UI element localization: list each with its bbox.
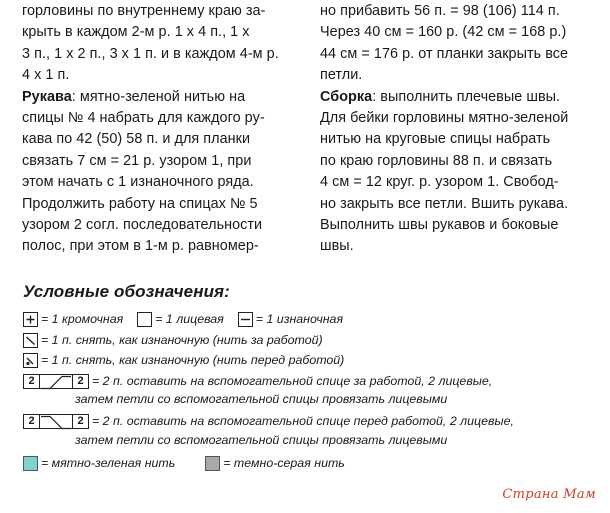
cable-back-label-cont: затем петли со вспомогательной спицы провязать лицевыми [75, 392, 448, 406]
assembly-paragraph-start [320, 87, 590, 108]
text-line: полос, при этом в 1-м р. равномер- [22, 238, 259, 255]
cable-front-right-count: 2 [72, 414, 89, 429]
cable-front-label: = 2 п. оставить на вспомогательной спице перед работой, 2 лицевые, [92, 414, 514, 428]
slip-back-icon [23, 333, 38, 348]
text-line: 44 см = 176 р. от планки закрыть все [320, 45, 569, 62]
legend-row-colors [23, 453, 345, 473]
text-line: Продолжить работу на спицах № 5 [22, 195, 258, 212]
purl-stitch-label: = 1 изнаночная [255, 312, 344, 326]
dark-gray-swatch [205, 456, 220, 471]
slip-back-label: = 1 п. снять, как изнаночную (нить за работой) [41, 333, 323, 347]
sleeves-intro: : мятно-зеленой нитью на [71, 88, 246, 105]
cable-cross-mark [40, 414, 72, 429]
legend-row-cable-front [23, 411, 514, 431]
text-line: этом начать с 1 изнаночного ряда. [22, 174, 254, 191]
watermark: Страна Мам [502, 487, 596, 502]
cable-back-right-count: 2 [72, 374, 89, 389]
text-line: крыть в каждом 2-м р. 1 х 4 п., 1 х [22, 24, 250, 41]
mint-swatch [23, 456, 38, 471]
slip-front-label: = 1 п. снять, как изнаночную (нить перед работой) [41, 353, 345, 367]
left-text-column [22, 1, 297, 258]
cable-front-icon [23, 414, 89, 429]
edge-stitch-icon [23, 312, 38, 327]
text-line: швы. [320, 238, 354, 255]
assembly-intro: : выполнить плечевые швы. [372, 88, 561, 105]
text-line: 3 п., 1 х 2 п., 3 х 1 п. и в каждом 4-м р. [22, 45, 279, 62]
text-line: но прибавить 56 п. = 98 (106) 114 п. [320, 3, 560, 19]
knit-stitch-icon [137, 312, 152, 327]
purl-stitch-icon [238, 312, 253, 327]
slip-front-icon [23, 353, 38, 368]
mint-yarn-label: = мятно-зеленая нить [41, 456, 176, 470]
text-line: Через 40 см = 160 р. (42 см = 168 р.) [320, 24, 567, 41]
text-line: горловины по внутреннему краю за- [22, 3, 266, 19]
cable-cross-mark [40, 374, 72, 389]
sleeves-paragraph-start [22, 87, 297, 108]
text-line: 4 см = 12 круг. р. узором 1. Свобод- [320, 174, 559, 191]
legend-row-slip-front [23, 350, 344, 370]
cable-back-label: = 2 п. оставить на вспомогательной спице за работой, 2 лицевые, [92, 374, 493, 388]
sleeves-heading: Рукава [22, 88, 72, 105]
cable-front-label-cont: затем петли со вспомогательной спицы провязать лицевыми [75, 433, 448, 447]
cable-back-icon [23, 374, 89, 389]
text-line: нитью на круговые спицы набрать [320, 131, 551, 148]
text-line: Выполнить швы рукавов и боковые [320, 216, 559, 233]
assembly-heading: Сборка [320, 88, 373, 105]
legend-row-cable-front-cont [23, 430, 447, 450]
text-line: Для бейки горловины мятно-зеленой [320, 109, 569, 126]
knit-stitch-label: = 1 лицевая [155, 312, 224, 326]
legend-row-slip-back [23, 330, 323, 350]
legend-row-basic [23, 309, 343, 329]
legend-row-cable-back [23, 371, 492, 391]
cable-back-left-count: 2 [23, 374, 40, 389]
text-line: но закрыть все петли. Вшить рукава. [320, 195, 569, 212]
text-line: по краю горловины 88 п. и связать [320, 152, 553, 169]
text-line: узором 2 согл. последовательности [22, 216, 263, 233]
text-line: 4 х 1 п. [22, 67, 70, 84]
right-text-column [320, 1, 590, 258]
edge-stitch-label: = 1 кромочная [41, 312, 124, 326]
text-line: связать 7 см = 21 р. узором 1, при [22, 152, 252, 169]
text-line: кава по 42 (50) 58 п. и для планки [22, 131, 251, 148]
legend-title: Условные обозначения: [23, 282, 230, 301]
text-line: петли. [320, 67, 363, 84]
cable-front-left-count: 2 [23, 414, 40, 429]
gray-yarn-label: = темно-серая нить [223, 456, 345, 470]
legend-row-cable-back-cont [23, 389, 447, 409]
text-line: спицы № 4 набрать для каждого ру- [22, 109, 265, 126]
